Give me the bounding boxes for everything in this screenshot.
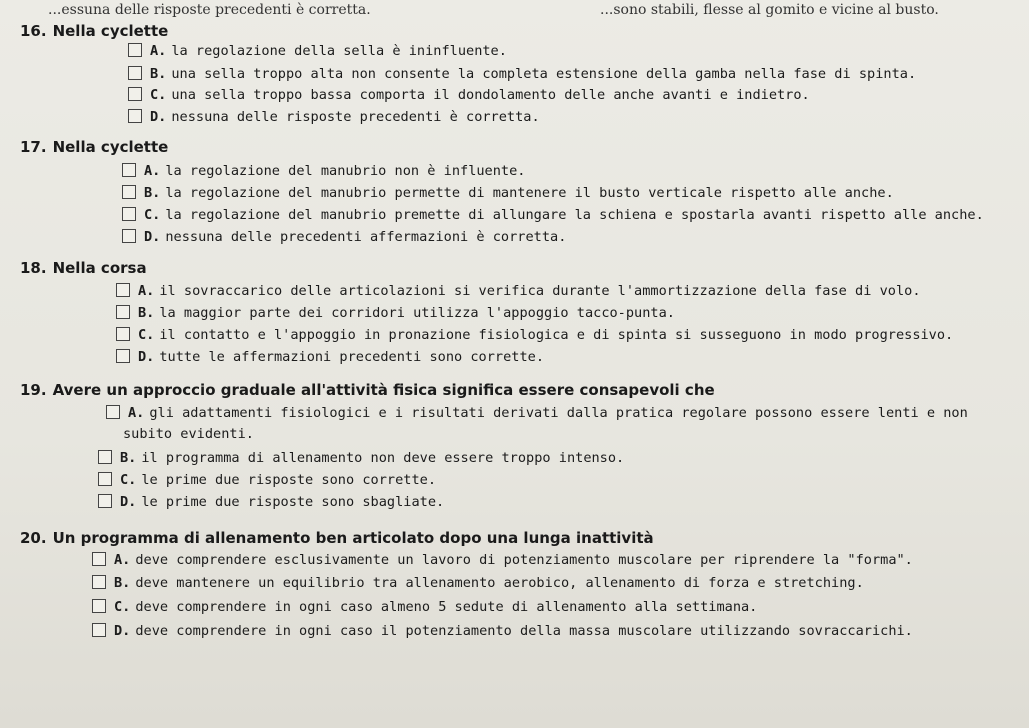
checkbox[interactable] bbox=[122, 207, 136, 221]
option-text: le prime due risposte sono corrette. bbox=[141, 472, 437, 488]
checkbox[interactable] bbox=[92, 575, 106, 589]
option-letter: A. bbox=[144, 163, 161, 179]
checkbox[interactable] bbox=[116, 283, 130, 297]
question-title bbox=[20, 381, 715, 399]
option-letter: D. bbox=[114, 623, 131, 639]
option-letter: C. bbox=[144, 207, 161, 223]
option-16b[interactable] bbox=[128, 65, 916, 83]
option-19a[interactable] bbox=[106, 404, 968, 443]
option-text: una sella troppo bassa comporta il dondolamento delle anche avanti e indietro. bbox=[171, 87, 810, 103]
question-18 bbox=[20, 259, 147, 277]
option-text: nessuna delle precedenti affermazioni è corretta. bbox=[165, 229, 567, 245]
question-number: 17. bbox=[20, 138, 47, 156]
option-letter: B. bbox=[138, 305, 155, 321]
checkbox[interactable] bbox=[98, 494, 112, 508]
checkbox[interactable] bbox=[122, 185, 136, 199]
checkbox[interactable] bbox=[122, 229, 136, 243]
question-title bbox=[20, 138, 168, 156]
cut-off-text-right: ...sono stabili, flesse al gomito e vicine al busto. bbox=[600, 2, 939, 18]
option-20a[interactable] bbox=[92, 551, 913, 569]
option-20c[interactable] bbox=[92, 598, 757, 616]
question-number: 18. bbox=[20, 259, 47, 277]
question-text: Avere un approccio graduale all'attività fisica significa essere consapevoli che bbox=[52, 381, 715, 399]
question-text: Un programma di allenamento ben articolato dopo una lunga inattività bbox=[52, 529, 654, 547]
checkbox[interactable] bbox=[98, 450, 112, 464]
option-text: gli adattamenti fisiologici e i risultati derivati dalla pratica regolare possono essere lenti e non bbox=[149, 405, 968, 421]
option-text: la regolazione del manubrio non è influente. bbox=[165, 163, 526, 179]
option-text: tutte le affermazioni precedenti sono corrette. bbox=[159, 349, 545, 365]
option-text: nessuna delle risposte precedenti è corretta. bbox=[171, 109, 540, 125]
option-letter: B. bbox=[144, 185, 161, 201]
option-letter: D. bbox=[150, 109, 167, 125]
checkbox[interactable] bbox=[128, 66, 142, 80]
cut-off-text-left: ...essuna delle risposte precedenti è corretta. bbox=[48, 2, 371, 18]
checkbox[interactable] bbox=[92, 599, 106, 613]
question-text: Nella corsa bbox=[52, 259, 147, 277]
option-letter: C. bbox=[150, 87, 167, 103]
question-text: Nella cyclette bbox=[52, 22, 169, 40]
option-17c[interactable] bbox=[122, 206, 984, 224]
question-title bbox=[20, 259, 147, 277]
checkbox[interactable] bbox=[92, 552, 106, 566]
option-text: il programma di allenamento non deve essere troppo intenso. bbox=[141, 450, 625, 466]
option-text: la maggior parte dei corridori utilizza l'appoggio tacco-punta. bbox=[159, 305, 675, 321]
option-text: deve comprendere in ogni caso almeno 5 sedute di allenamento alla settimana. bbox=[135, 599, 758, 615]
option-text: deve mantenere un equilibrio tra allenamento aerobico, allenamento di forza e stretching. bbox=[135, 575, 864, 591]
question-title bbox=[20, 22, 168, 40]
checkbox[interactable] bbox=[116, 349, 130, 363]
question-number: 20. bbox=[20, 529, 47, 547]
checkbox[interactable] bbox=[106, 405, 120, 419]
checkbox[interactable] bbox=[116, 305, 130, 319]
question-title bbox=[20, 529, 654, 547]
option-19c[interactable] bbox=[98, 471, 436, 489]
option-18a[interactable] bbox=[116, 282, 921, 300]
option-text: deve comprendere esclusivamente un lavoro di potenziamento muscolare per riprendere la "forma". bbox=[135, 552, 913, 568]
question-number: 16. bbox=[20, 22, 47, 40]
option-letter: C. bbox=[120, 472, 137, 488]
option-text: una sella troppo alta non consente la completa estensione della gamba nella fase di spinta. bbox=[171, 66, 917, 82]
option-letter: C. bbox=[114, 599, 131, 615]
option-17a[interactable] bbox=[122, 162, 525, 180]
question-number: 19. bbox=[20, 381, 47, 399]
option-text: deve comprendere in ogni caso il potenziamento della massa muscolare utilizzando sovraccarichi. bbox=[135, 623, 913, 639]
option-19b[interactable] bbox=[98, 449, 624, 467]
option-text: il contatto e l'appoggio in pronazione fisiologica e di spinta si susseguono in modo progressivo. bbox=[159, 327, 954, 343]
option-20b[interactable] bbox=[92, 574, 864, 592]
option-19d[interactable] bbox=[98, 493, 444, 511]
option-letter: B. bbox=[114, 575, 131, 591]
option-17b[interactable] bbox=[122, 184, 894, 202]
checkbox[interactable] bbox=[128, 43, 142, 57]
option-text: le prime due risposte sono sbagliate. bbox=[141, 494, 445, 510]
checkbox[interactable] bbox=[128, 87, 142, 101]
option-text: il sovraccarico delle articolazioni si verifica durante l'ammortizzazione della fase di volo. bbox=[159, 283, 921, 299]
checkbox[interactable] bbox=[116, 327, 130, 341]
question-text: Nella cyclette bbox=[52, 138, 169, 156]
question-20 bbox=[20, 529, 654, 547]
option-letter: A. bbox=[150, 43, 167, 59]
option-text: la regolazione della sella è ininfluente. bbox=[171, 43, 507, 59]
option-letter: B. bbox=[150, 66, 167, 82]
option-letter: D. bbox=[120, 494, 137, 510]
question-17 bbox=[20, 138, 168, 156]
option-20d[interactable] bbox=[92, 622, 913, 640]
option-letter: A. bbox=[128, 405, 145, 421]
option-16a[interactable] bbox=[128, 42, 507, 60]
option-text: la regolazione del manubrio premette di allungare la schiena e spostarla avanti rispetto alle anche. bbox=[165, 207, 984, 223]
option-18b[interactable] bbox=[116, 304, 675, 322]
checkbox[interactable] bbox=[128, 109, 142, 123]
option-letter: B. bbox=[120, 450, 137, 466]
question-19 bbox=[20, 381, 715, 399]
option-18c[interactable] bbox=[116, 326, 953, 344]
option-letter: C. bbox=[138, 327, 155, 343]
checkbox[interactable] bbox=[92, 623, 106, 637]
question-16 bbox=[20, 22, 168, 40]
option-16d[interactable] bbox=[128, 108, 540, 126]
option-18d[interactable] bbox=[116, 348, 544, 366]
option-17d[interactable] bbox=[122, 228, 566, 246]
option-text-continued: subito evidenti. bbox=[123, 426, 254, 442]
option-letter: D. bbox=[138, 349, 155, 365]
option-letter: D. bbox=[144, 229, 161, 245]
checkbox[interactable] bbox=[122, 163, 136, 177]
option-letter: A. bbox=[114, 552, 131, 568]
option-16c[interactable] bbox=[128, 86, 810, 104]
checkbox[interactable] bbox=[98, 472, 112, 486]
option-letter: A. bbox=[138, 283, 155, 299]
option-text: la regolazione del manubrio permette di mantenere il busto verticale rispetto alle anche. bbox=[165, 185, 894, 201]
